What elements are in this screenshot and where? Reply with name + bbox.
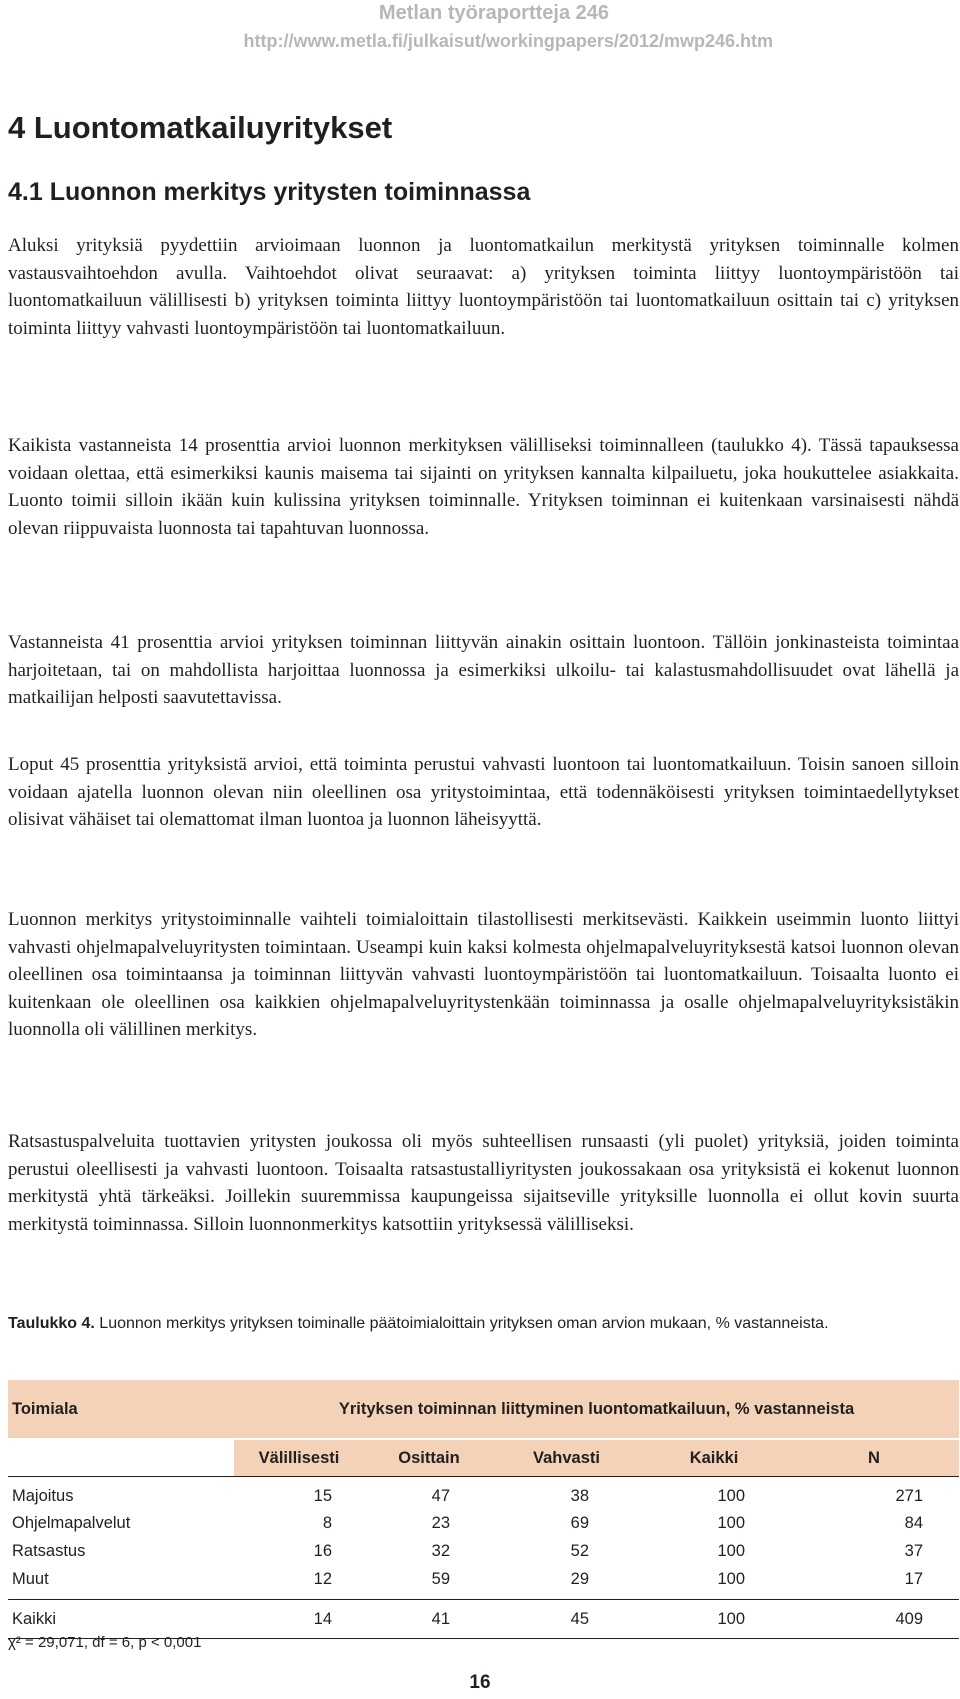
paragraph: Loput 45 prosenttia yrityksistä arvioi, että toiminta perustui vahvasti luontoon tai luontomatkailuun. Toisin sanoen silloin voidaan ajatella luonnon olevan niin oleellinen osa yritystoimintaa, että todennäköisesti yrityksen toimintaedellytykset olisivat vähäiset tai olemattomat ilman luontoa ja luonnon läheisyyttä. <box>8 754 959 830</box>
table-cell: 100 <box>717 1513 745 1532</box>
table-caption <box>8 1313 958 1335</box>
table-cell: 38 <box>494 1477 639 1510</box>
table-cell: 69 <box>570 1513 589 1532</box>
table-cell: 409 <box>789 1600 959 1639</box>
data-table <box>8 1380 959 1639</box>
table-row <box>8 1509 959 1537</box>
table-cell: 37 <box>904 1541 923 1560</box>
table-cell: 41 <box>364 1600 494 1639</box>
table-cell: 100 <box>717 1569 745 1588</box>
table-header-row <box>8 1380 959 1439</box>
table-row <box>8 1537 959 1565</box>
table-cell: 8 <box>322 1513 332 1532</box>
column-header: Välillisesti <box>234 1439 364 1477</box>
table-cell: 52 <box>570 1541 589 1560</box>
table-row <box>8 1565 959 1600</box>
series-url[interactable]: http://www.metla.fi/julkaisut/workingpapers/2012/mwp246.htm <box>243 31 773 51</box>
table-caption-label: Taulukko 4. <box>8 1315 95 1332</box>
paragraph: Ratsastuspalveluita tuottavien yritysten joukossa oli myös suhteellisen runsaasti (yli puolet) yrityksiä, joiden toiminta perustui oleellisesti ja vahvasti luontoon. Toisaalta ratsastustalliyritysten joukossakaan osa yrityksistä ei kokenut luonnon merkitystä yhtä tärkeäksi. Joillekin suuremmissa kaupungeissa sijaitseville yrityksille luonnolla ei ollut kovin suurta merkitystä toiminnassa. Silloin luonnonmerkitys katsottiin yrityksessä välilliseksi. <box>8 1131 959 1235</box>
section-title: 4.1 Luonnon merkitys yritysten toiminnassa <box>8 178 531 206</box>
table-caption-text: Luonnon merkitys yrityksen toiminalle päätoimialoittain yrityksen oman arvion mukaan, % vastanneista. <box>94 1315 829 1332</box>
table-cell: 29 <box>570 1569 589 1588</box>
table-cell: 100 <box>717 1541 745 1560</box>
row-label: Majoitus <box>8 1477 234 1510</box>
table-cell: 47 <box>364 1477 494 1510</box>
group-header: Yrityksen toiminnan liittyminen luontomatkailuun, % vastanneista <box>234 1380 959 1439</box>
chapter-title: 4 Luontomatkailuyritykset <box>8 110 393 145</box>
table-subheader-row <box>8 1439 959 1477</box>
paragraph: Vastanneista 41 prosenttia arvioi yrityksen toiminnan liittyvän ainakin osittain luontoon. Tällöin jonkinasteista toimintaa harjoitetaan, tai on mahdollista harjoittaa luonnossa ja esimerkiksi ulkoilu- tai kalastusmahdollisuudet ovat lähellä ja matkailijan helposti saavutettavissa. <box>8 632 959 708</box>
column-header: Kaikki <box>639 1439 789 1477</box>
table-total-row <box>8 1600 959 1639</box>
table-cell: 12 <box>313 1569 332 1588</box>
page-number: 16 <box>469 1672 491 1693</box>
column-header: N <box>789 1439 959 1477</box>
table-cell: 15 <box>234 1477 364 1510</box>
table-row <box>8 1477 959 1510</box>
table-cell: 100 <box>639 1477 789 1510</box>
table-cell: 271 <box>789 1477 959 1510</box>
table-cell: 45 <box>494 1600 639 1639</box>
row-label: Ratsastus <box>12 1541 86 1560</box>
table-cell: 59 <box>431 1569 450 1588</box>
row-label: Ohjelmapalvelut <box>12 1513 131 1532</box>
table-cell: 16 <box>313 1541 332 1560</box>
row-header: Toimiala <box>8 1380 234 1439</box>
column-header: Vahvasti <box>494 1439 639 1477</box>
series-title: Metlan työraportteja 246 <box>378 2 609 24</box>
paragraph: Luonnon merkitys yritystoiminnalle vaihteli toimialoittain tilastollisesti merkitsevästi. Kaikkein useimmin luonto liittyi vahvasti ohjelmapalveluyritysten toimintaan. Useampi kuin kaksi kolmesta ohjelmapalveluyrityksestä katsoi luonnon olevan oleellinen osa toimintaansa ja toiminnan liittyvän vahvasti luontoympäristöön tai luontomatkailuun. Toisaalta luonto ei kuitenkaan ole oleellinen osa kaikkien ohjelmapalveluyritystenkään toiminnassa ja osalle ohjelmapalveluyrityksistäkin luonnolla oli välillinen merkitys. <box>8 909 959 1040</box>
column-header: Osittain <box>364 1439 494 1477</box>
table-cell: 100 <box>639 1600 789 1639</box>
table-cell: 23 <box>431 1513 450 1532</box>
table-cell: 84 <box>904 1513 923 1532</box>
table-cell: 14 <box>234 1600 364 1639</box>
total-label: Kaikki <box>8 1600 234 1639</box>
table-note: χ² = 29,071, df = 6, p < 0,001 <box>8 1634 202 1651</box>
row-label: Muut <box>12 1569 49 1588</box>
paragraph: Kaikista vastanneista 14 prosenttia arvioi luonnon merkityksen välilliseksi toiminnalleen (taulukko 4). Tässä tapauksessa voidaan olettaa, että esimerkiksi kaunis maisema tai sijainti on yrityksen kannalta kilpailuetu, joka houkuttelee asiakkaita. Luonto toimii silloin ikään kuin kulissina yrityksen toiminnalle. Yrityksen toiminnan ei kuitenkaan varsinaisesti nähdä olevan riippuvaista luonnosta tai tapahtuvan luonnossa. <box>8 435 959 539</box>
table-cell: 32 <box>431 1541 450 1560</box>
table-cell: 17 <box>904 1569 923 1588</box>
paragraph: Aluksi yrityksiä pyydettiin arvioimaan luonnon ja luontomatkailun merkitystä yrityksen toiminnalle kolmen vastausvaihtoehdon avulla. Vaihtoehdot olivat seuraavat: a) yrityksen toiminta liittyy luontoympäristöön tai luontomatkailuun välillisesti b) yrityksen toiminta liittyy luontoympäristöön tai luontomatkailuun osittain tai c) yrityksen toiminta liittyy vahvasti luontoympäristöön tai luontomatkailuun. <box>8 235 959 339</box>
